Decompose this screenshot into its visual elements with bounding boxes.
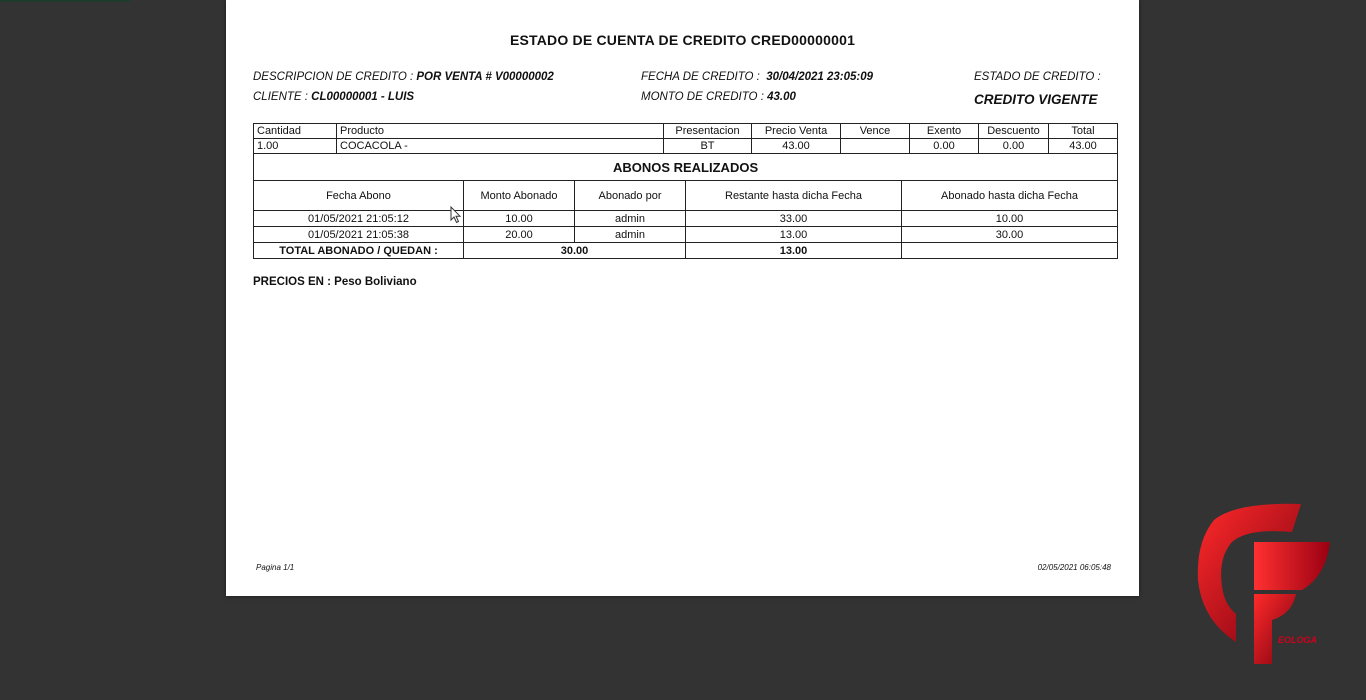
col-monto-abonado: Monto Abonado — [464, 181, 575, 211]
col-abonado-por: Abonado por — [575, 181, 686, 211]
cell-fecha: 01/05/2021 21:05:12 — [254, 211, 464, 227]
estado-credito-label: ESTADO DE CREDITO : — [974, 71, 1101, 83]
cliente-field — [253, 91, 414, 103]
cell-por: admin — [575, 227, 686, 243]
descripcion-label: DESCRIPCION DE CREDITO : — [253, 71, 414, 83]
cell-producto: COCACOLA - — [337, 139, 664, 154]
precios-currency: PRECIOS EN : Peso Boliviano — [253, 276, 417, 288]
abonos-table — [253, 153, 1118, 259]
fecha-credito-label: FECHA DE CREDITO : — [641, 71, 760, 83]
cell-total: 43.00 — [1049, 139, 1118, 154]
col-abonado-hasta: Abonado hasta dicha Fecha — [902, 181, 1118, 211]
cell-restante: 33.00 — [686, 211, 902, 227]
total-label: TOTAL ABONADO / QUEDAN : — [254, 243, 464, 259]
table-row — [254, 227, 1118, 243]
table-row — [254, 211, 1118, 227]
cliente-label: CLIENTE : — [253, 91, 308, 103]
brand-logo-icon — [1196, 502, 1336, 666]
cell-descuento: 0.00 — [979, 139, 1049, 154]
cell-abonado: 10.00 — [902, 211, 1118, 227]
col-presentacion: Presentacion — [664, 124, 752, 139]
monto-credito-value: 43.00 — [767, 91, 796, 103]
window-top-edge — [0, 0, 130, 2]
cell-presentacion: BT — [664, 139, 752, 154]
cell-vence — [841, 139, 910, 154]
estado-credito-value: CREDITO VIGENTE — [974, 92, 1098, 107]
cell-por: admin — [575, 211, 686, 227]
table-row — [254, 139, 1118, 154]
cell-monto: 10.00 — [464, 211, 575, 227]
cell-precio: 43.00 — [752, 139, 841, 154]
logo-text: EOLOGA — [1278, 635, 1318, 645]
cell-abonado: 30.00 — [902, 227, 1118, 243]
col-vence: Vence — [841, 124, 910, 139]
col-descuento: Descuento — [979, 124, 1049, 139]
col-precio-venta: Precio Venta — [752, 124, 841, 139]
descripcion-field — [253, 71, 554, 83]
cell-restante: 13.00 — [686, 227, 902, 243]
fecha-credito-value: 30/04/2021 23:05:09 — [766, 71, 874, 83]
products-header-row — [254, 124, 1118, 139]
mouse-pointer-icon — [450, 206, 462, 224]
col-total: Total — [1049, 124, 1118, 139]
abonos-section-title: ABONOS REALIZADOS — [254, 154, 1118, 181]
monto-credito-label: MONTO DE CREDITO : — [641, 91, 764, 103]
print-timestamp: 02/05/2021 06:05:48 — [1037, 563, 1111, 572]
page-number: Pagina 1/1 — [256, 563, 295, 572]
report-page — [226, 0, 1139, 596]
col-fecha-abono: Fecha Abono — [254, 181, 464, 211]
total-empty-cell — [902, 243, 1118, 259]
descripcion-value: POR VENTA # V00000002 — [416, 71, 554, 83]
products-table — [253, 123, 1118, 154]
col-cantidad: Cantidad — [254, 124, 337, 139]
col-restante: Restante hasta dicha Fecha — [686, 181, 902, 211]
cell-fecha: 01/05/2021 21:05:38 — [254, 227, 464, 243]
fecha-credito-field — [641, 71, 873, 83]
total-quedan: 13.00 — [686, 243, 902, 259]
report-title: ESTADO DE CUENTA DE CREDITO CRED00000001 — [509, 32, 856, 48]
cell-monto: 20.00 — [464, 227, 575, 243]
monto-credito-field — [641, 91, 796, 103]
col-exento: Exento — [910, 124, 979, 139]
total-abonado: 30.00 — [464, 243, 686, 259]
totals-row — [254, 243, 1118, 259]
cell-exento: 0.00 — [910, 139, 979, 154]
abonos-header-row — [254, 181, 1118, 211]
cliente-value: CL00000001 - LUIS — [311, 91, 415, 103]
col-producto: Producto — [337, 124, 664, 139]
cell-cantidad: 1.00 — [254, 139, 337, 154]
abonos-section-row — [254, 154, 1118, 181]
